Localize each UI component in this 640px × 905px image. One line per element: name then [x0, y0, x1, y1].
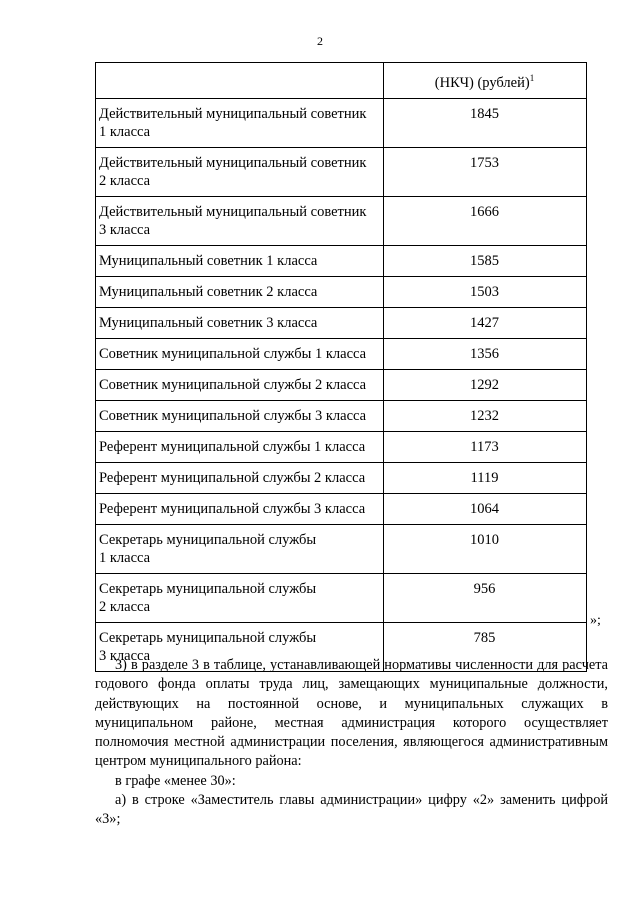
rank-value-cell: 1064	[384, 493, 587, 524]
rank-name-line: 3 класса	[99, 221, 151, 238]
table-closing-mark: »;	[590, 613, 601, 628]
page-number: 2	[317, 34, 323, 48]
rank-name-line: Секретарь муниципальной службы	[99, 531, 317, 548]
rank-name-line: Секретарь муниципальной службы	[99, 629, 317, 646]
rank-name-cell	[96, 338, 384, 369]
table-header-value	[384, 63, 587, 99]
rank-value-cell: 785	[384, 622, 587, 671]
rank-name-cell	[96, 307, 384, 338]
table-header-value-text: (НКЧ) (рублей)	[434, 74, 530, 91]
rank-name-cell	[96, 431, 384, 462]
amendment-text	[95, 656, 608, 830]
rank-name-cell	[96, 400, 384, 431]
rank-name-line: 1 класса	[99, 123, 151, 140]
rank-name-cell	[96, 196, 384, 245]
rank-value-cell: 1753	[384, 147, 587, 196]
paragraph-main: 3) в разделе 3 в таблице, устанавливающей нормативы численности для расчета годового фонда оплаты труда лиц, замещающих муниципальные должности, действующих на постоянной основе, и муниципальных служащих в муниципальном районе, местная администрация которого осуществляет полномочия местной администрации поселения, являющегося административным центром муниципального района:	[95, 657, 608, 770]
rank-name-line: 1 класса	[99, 549, 151, 566]
rank-name-line: Советник муниципальной службы 1 класса	[99, 345, 367, 362]
rank-value-cell: 1845	[384, 98, 587, 147]
rank-name-cell	[96, 524, 384, 573]
rank-value-cell: 1292	[384, 369, 587, 400]
rank-name-cell	[96, 147, 384, 196]
rank-name-line: Референт муниципальной службы 2 класса	[99, 469, 366, 486]
table-row	[96, 307, 587, 338]
table-row	[96, 400, 587, 431]
table-header-row	[96, 63, 587, 99]
rank-value-cell: 1232	[384, 400, 587, 431]
rank-name-cell	[96, 245, 384, 276]
rank-name-line: Муниципальный советник 3 класса	[99, 314, 318, 331]
table-row	[96, 276, 587, 307]
rank-value-cell: 1585	[384, 245, 587, 276]
rank-name-line: Муниципальный советник 1 класса	[99, 252, 318, 269]
table-row	[96, 462, 587, 493]
rank-value-cell: 956	[384, 573, 587, 622]
rank-name-line: Секретарь муниципальной службы	[99, 580, 317, 597]
rank-value-cell: 1503	[384, 276, 587, 307]
class-rank-salary-table	[95, 62, 587, 672]
rank-name-line: Советник муниципальной службы 3 класса	[99, 407, 367, 424]
rank-name-line: Действительный муниципальный советник	[99, 105, 367, 122]
table-row	[96, 573, 587, 622]
table-header-name	[96, 63, 384, 99]
table-row	[96, 431, 587, 462]
rank-value-cell: 1356	[384, 338, 587, 369]
table-row	[96, 493, 587, 524]
rank-name-line: 2 класса	[99, 172, 151, 189]
rank-name-cell	[96, 369, 384, 400]
table-row	[96, 338, 587, 369]
rank-value-cell: 1173	[384, 431, 587, 462]
rank-name-line: Действительный муниципальный советник	[99, 203, 367, 220]
rank-value-cell: 1010	[384, 524, 587, 573]
rank-name-line: 2 класса	[99, 598, 151, 615]
table-row	[96, 524, 587, 573]
rank-name-line: Действительный муниципальный советник	[99, 154, 367, 171]
rank-value-cell: 1427	[384, 307, 587, 338]
rank-name-line: 3 класса	[99, 647, 151, 664]
table-row	[96, 147, 587, 196]
paragraph-column: в графе «менее 30»:	[115, 772, 236, 789]
rank-name-cell	[96, 573, 384, 622]
table-row	[96, 369, 587, 400]
rank-name-cell	[96, 98, 384, 147]
rank-name-line: Референт муниципальной службы 1 класса	[99, 438, 366, 455]
rank-value-cell: 1666	[384, 196, 587, 245]
table-header-footnote: 1	[529, 73, 535, 83]
rank-name-line: Референт муниципальной службы 3 класса	[99, 500, 366, 517]
rank-name-cell	[96, 493, 384, 524]
table-row	[96, 98, 587, 147]
rank-name-cell	[96, 462, 384, 493]
rank-value-cell: 1119	[384, 462, 587, 493]
rank-name-cell	[96, 276, 384, 307]
table-row	[96, 196, 587, 245]
paragraph-item: а) в строке «Заместитель главы администрации» цифру «2» заменить цифрой «3»;	[95, 792, 608, 828]
table-row	[96, 245, 587, 276]
rank-name-line: Муниципальный советник 2 класса	[99, 283, 318, 300]
rank-name-line: Советник муниципальной службы 2 класса	[99, 376, 367, 393]
table-body	[96, 98, 587, 671]
